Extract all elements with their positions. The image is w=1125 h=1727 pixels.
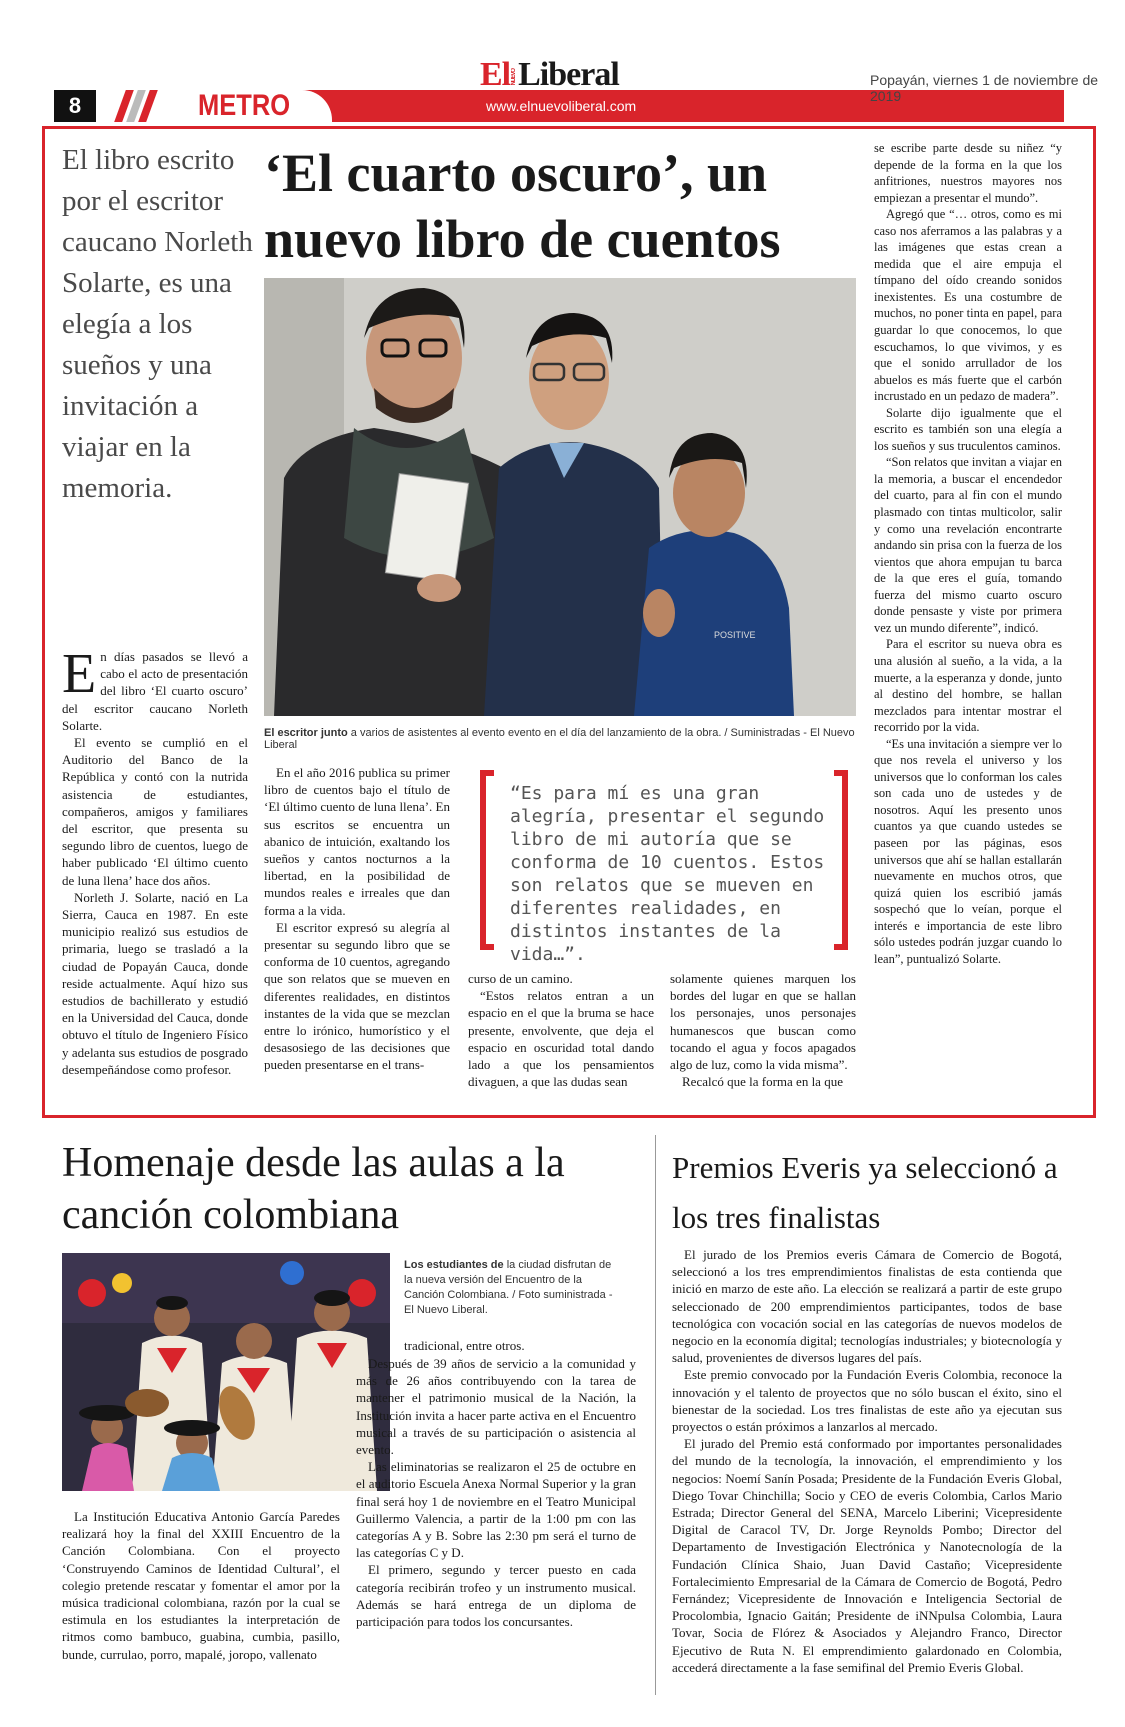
homenaje-caption: Los estudiantes de la ciudad disfrutan de la nueva versión del Encuentro de la Canción Colombiana. / Foto suministrada - El Nuevo Liberal. [404,1259,613,1316]
story-column-4 [670,970,856,1090]
newspaper-logo: ElNUEVOLiberal [480,56,619,93]
story-column-5 [874,140,1062,967]
paragraph: El escritor expresó su alegría al presentar su segundo libro que se conforma de 10 cuentos, agregando que son relatos que se mueven en diferentes realidades, en distintos instantes de la vida que se mezclan entre lo irónico, humorístico y el desasosiego de las decisiones que pueden presentarse en el trans- [264,919,450,1073]
story-column-1 [62,643,248,1078]
paragraph: La Institución Educativa Antonio García Paredes realizará hoy la final del XXIII Encuentro de la Canción Colombiana. Con el proyecto ‘Construyendo Caminos de Identidad Cultural’, el colegio pretende rescatar y fomentar el amor por la música tradicional colombiana, razón por la cual se estimula en los estudiantes la interpretación de ritmos como bambuco, guabina, cumbia, pasillo, bunde, currulao, porro, mapalé, joropo, vallenato [62,1509,340,1662]
website-url: www.elnuevoliberal.com [486,98,637,114]
paragraph: “Estos relatos entran a un espacio en el que la bruma se hace presente, envolvente, que deja el espacio en oscuridad total dando lado a que los pensamientos divaguen, a que las dudas sean [468,988,654,1090]
paragraph: En el año 2016 publica su primer libro de cuentos bajo el título de ‘El último cuento de luna llena’. En sus escritos se encuentra un abanico de intuición, exaltando los sueños y cantos nocturnos a la libertad, en la posibilidad de mundos reales e irreales que dan forma a la vida. [264,765,450,918]
paragraph: Recalcó que la forma en la que [682,1074,843,1090]
homenaje-column-right [356,1355,636,1630]
paragraph: se escribe parte desde su niñez “y depende de la forma en la que los anfitriones, nuestros mayores nos empiezan a presentar el mundo”. [874,141,1062,205]
homenaje-photo [62,1253,390,1491]
paragraph: n días pasados se llevó a cabo el acto de presentación del libro ‘El cuarto oscuro’ del escritor caucano Norleth Solarte. [62,649,248,733]
story-photo [264,278,856,716]
students-music-photo [62,1253,390,1491]
svg-text:POSITIVE: POSITIVE [714,630,756,640]
paragraph: tradicional, entre otros. [404,1338,525,1353]
paragraph: Solarte dijo igualmente que el escrito es también son una elegía a los sueños y sus truculentos caminos. [874,405,1062,453]
drop-cap: E [62,643,97,705]
paragraph: solamente quienes marquen los bordes del lugar en que se hallan los personajes, unos personajes humanescos que buscan como tocando el agua y focos apagados algo de luz, como la vida misma”. [670,971,856,1073]
three-people-photo [264,278,856,716]
homenaje-column-right-top [404,1337,636,1354]
story-lead: El libro escrito por el escritor caucano Norleth Solarte, es una elegía a los sueños y una invitación a viajar en la memoria. [62,144,253,504]
photo-caption: El escritor junto a varios de asistentes al evento evento en el día del lanzamiento de la obra. / Suministradas - El Nuevo Liberal [264,727,855,751]
story-column-2 [264,764,450,1074]
paragraph: Norleth J. Solarte, nació en La Sierra, Cauca en 1987. En este municipio realizó sus estudios de primaria, luego se trasladó a la ciudad de Popayán Cauca, donde reside actualmente. Aquí hizo sus estudios de bachillerato y estudió en la Universidad del Cauca, donde obtuvo el título de Ingeniero Físico y adelanta sus estudios de posgrado desempeñándose como profesor. [62,889,248,1077]
paragraph: El primero, segundo y tercer puesto en cada categoría recibirán trofeo y un instrumento musical. Además se hará entrega de un diploma de participación para todos los concursantes. [356,1562,636,1630]
paragraph: Este premio convocado por la Fundación Everis Colombia, reconoce la innovación y el talento de proyectos que no sólo buscan el éxito, sino el bienestar de la sociedad. Los tres finalistas de este año ya ejecutan sus proyectos o están próximos a lanzarlos al mercado. [672,1367,1062,1435]
premios-title: Premios Everis ya seleccionó a los tres finalistas [672,1150,1058,1235]
homenaje-title: Homenaje desde las aulas a la canción colombiana [62,1140,565,1238]
quote-bracket-right [834,770,848,950]
pull-quote [480,770,848,965]
paragraph: El jurado de los Premios everis Cámara de Comercio de Bogotá, seleccionó a los tres emprendimientos finalistas de esta contienda que inició en marzo de este año. La elección se realizará a partir de este grupo seleccionado de 200 emprendimientos participantes, todos de base tecnológica con vocación social en las categorías de nuevos modelos de negocio en la economía digital; tecnologías industriales; y biotecnología y salud, provenientes de diversos lugares del país. [672,1247,1062,1366]
paragraph: “Son relatos que invitan a viajar en la memoria, a buscar el encendedor del cuarto, para al fin con el mundo plasmado con tintas multicolor, salir y como una revelación encontrarte andando sin prisa con la fuerza de los vientos que ahora empujan tu barca de la que eres el guía, tomando fuerza del mismo cuarto oscuro donde pensaste y viste por primera vez un mundo diferente”, indicó. [874,455,1062,635]
quote-bracket-left [480,770,494,950]
story-title: ‘El cuarto oscuro’, un nuevo libro de cuentos [264,143,781,269]
paragraph: “Es una invitación a siempre ver lo que nos revela el universo y los universos que lo conforman los cales son cada uno de ustedes y de nosotros. Aquí les presento unos cuantos ya que cuando ustedes se paseen por las páginas, esos universos que ahí se hallan estallarán nuevamente en muchos otros, que quizá quien los escribió jamás sospechó que lo veían, porque el interés e importancia de este libro sólo ustedes podrán juzgar cuando lo lean”, puntualizó Solarte. [874,736,1062,966]
paragraph: Después de 39 años de servicio a la comunidad y más de 26 años contribuyendo con la tarea de mantener el patrimonio musical de la Nación, la Institución invita a hacer parte activa en el Encuentro musical a través de su participación o asistencia al evento. [356,1356,636,1458]
paragraph: El evento se cumplió en el Auditorio del Banco de la República y contó con la nutrida asistencia de estudiantes, compañeros, amigos y familiares del escritor, que presenta su segundo libro de cuentos, luego de haber publicado ‘El último cuento de luna llena’ hace dos años. [62,735,248,888]
paragraph: Agregó que “… otros, como es mi caso nos aferramos a las palabras y a las imágenes que estas crean a medida que el aire empuja el tímpano del oído creando sonidos inexistentes. Es una costumbre de muchos, no poner tinta en papel, para guardar lo que conocemos, lo que escuchamos, lo que vivimos, y es que el sonido arrullador de los abuelos es más fuerte que el carbón incrustado en un pedazo de madera”. [874,207,1062,404]
column-divider [655,1135,656,1695]
quote-text: “Es para mí es una gran alegría, presentar el segundo libro de mi autoría que se conforma de 10 cuentos. Estos son relatos que se mueven en diferentes realidades, en distintos instantes de la vida…”. [510,783,825,965]
paragraph: Para el escritor su nueva obra es una alusión al sueño, a la vida, a la muerte, a la esperanza y donde, junto al destino del hombre, se hallan mezclados para intentar mostrar el recorrido por la vida. [874,637,1062,735]
premios-body [672,1246,1062,1676]
paragraph: Las eliminatorias se realizaron el 25 de octubre en el auditorio Escuela Anexa Normal Superior y la gran final será hoy 1 de noviembre en el Teatro Municipal Guillermo Valencia, a partir de la 1:00 pm con las categorías A y B. Sobre las 2:30 pm será el turno de las categorías C y D. [356,1459,636,1561]
story-column-3 [468,970,654,1090]
page-number: 8 [54,90,96,122]
issue-date: Popayán, viernes 1 de noviembre de 2019 [870,72,1099,104]
homenaje-column-left [62,1508,340,1663]
paragraph: El jurado del Premio está conformado por importantes personalidades del mundo de la tecnología, la innovación, el emprendimiento y los negocios: Noemí Sanín Posada; Presidente de la Fundación Everis Global, Diego Tovar Chinchilla; Socio y CEO de everis Colombia, Carlos Mario Estrada; Director General del SENA, Marcelo Liberini; Vicepresidente Digital de Caracol TV, Dr. Jorge Reynolds Pombo; Director del Departamento de Investigación Electrónica y Nanotecnología de la Fundación Clínica Shaio, Juan David Castaño; Vicepresidente Fortalecimiento Empresarial de la Cámara de Comercio de Bogotá, Pedro Fernández; Vicepresidente de Innovación e Inteligencia Sectorial de Procolombia, Ignacio Gaitán; Presidente de iNNpulsa Colombia, Laura Tovar, Socia de Flórez & Asociados y Alejandro Franco, Director Ejecutivo de Ruta N. El emprendimiento galardonado en Colombia, accederá directamente a la fase semifinal del Premio Everis Global. [672,1436,1062,1675]
section-label: METRO [198,89,291,122]
paragraph: curso de un camino. [468,971,573,986]
